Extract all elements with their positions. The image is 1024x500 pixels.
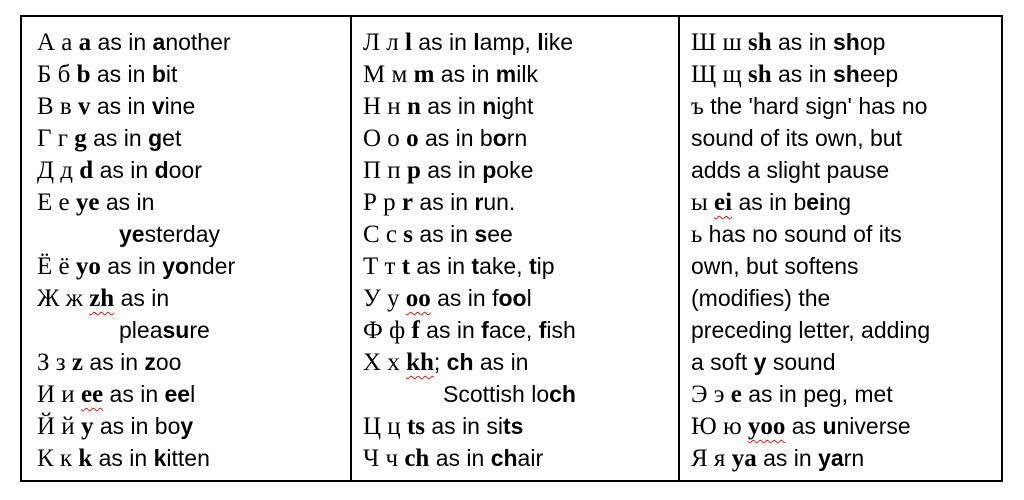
transliteration: z — [71, 349, 84, 376]
example-text: ng — [825, 189, 852, 215]
example-text: oor — [168, 157, 202, 183]
cyrillic-letter: К к — [37, 445, 79, 472]
letter-line — [691, 346, 1001, 378]
letter-line — [691, 154, 1001, 186]
cyrillic-letter: Я я — [691, 445, 732, 472]
example-text: l — [537, 29, 544, 55]
column-2 — [350, 17, 678, 480]
example-text: as in — [100, 253, 163, 279]
example-text: as in bo — [93, 413, 181, 439]
example-text: n — [482, 93, 497, 119]
example-text: as in — [410, 253, 472, 279]
example-text: sound of its own, but — [691, 125, 902, 151]
example-text: d — [154, 157, 169, 183]
example-text: u — [822, 413, 837, 439]
example-text: k — [153, 445, 167, 471]
cyrillic-letter: Р р — [363, 189, 402, 216]
letter-line — [691, 442, 1001, 474]
letter-line — [363, 26, 678, 58]
transliteration: m — [413, 61, 435, 88]
cyrillic-letter: ь — [691, 221, 709, 248]
transliteration: p — [406, 157, 421, 184]
transliteration: yoo — [747, 413, 786, 440]
example-text: m — [495, 61, 517, 87]
example-text: as in — [411, 29, 474, 55]
example-text: y — [753, 349, 767, 375]
example-text: as in f — [430, 285, 499, 311]
example-text: as in — [103, 381, 165, 407]
letter-line — [37, 442, 350, 474]
cyrillic-letter: Е е — [37, 189, 76, 216]
example-text: p — [482, 157, 497, 183]
example-text: as in — [434, 61, 496, 87]
transliteration: ee — [80, 381, 104, 408]
example-text: air — [517, 445, 544, 471]
example-text: as in — [473, 349, 529, 375]
cyrillic-letter: Ю ю — [691, 413, 748, 440]
example-text: as in — [86, 125, 149, 151]
letter-line — [37, 122, 350, 154]
letter-line — [691, 314, 1001, 346]
letter-line — [363, 122, 678, 154]
example-text: oke — [496, 157, 534, 183]
cyrillic-letter: С с — [363, 221, 404, 248]
letter-line — [363, 410, 678, 442]
cyrillic-letter: О о — [363, 125, 407, 152]
cyrillic-letter: Д д — [37, 157, 80, 184]
example-text: o — [492, 125, 507, 151]
example-text: ts — [502, 413, 524, 439]
example-text: v — [151, 93, 165, 119]
cyrillic-letter: Х х — [363, 349, 407, 376]
example-text: (modifies) the — [691, 285, 831, 311]
example-text: ike — [543, 29, 573, 55]
example-text: yo — [162, 253, 190, 279]
transliteration: y — [80, 413, 94, 440]
example-text: s — [474, 221, 488, 247]
example-text: own, but softens — [691, 253, 859, 279]
example-text: l — [526, 285, 532, 311]
example-text: z — [144, 349, 156, 375]
example-text: as in — [90, 61, 152, 87]
example-text: sterday — [144, 221, 221, 247]
cyrillic-letter: У у — [363, 285, 406, 312]
example-text: as in — [92, 445, 154, 471]
example-text: as in — [93, 157, 155, 183]
transliteration: t — [401, 253, 411, 280]
cyrillic-letter: Ё ё — [37, 253, 76, 280]
example-text: it — [165, 61, 178, 87]
example-text: ye — [119, 221, 145, 247]
example-text: itten — [166, 445, 210, 471]
example-text: as in — [420, 157, 483, 183]
example-text: as in — [413, 189, 475, 215]
example-text: rn — [843, 445, 865, 471]
example-text: ch — [549, 381, 576, 407]
transliteration: s — [403, 221, 414, 248]
example-text: r — [474, 189, 484, 215]
example-text: as in — [90, 93, 152, 119]
letter-line — [363, 90, 678, 122]
example-text: ight — [496, 93, 534, 119]
letter-line — [691, 26, 1001, 58]
letter-line — [37, 26, 350, 58]
example-text: as in — [771, 61, 833, 87]
cyrillic-letter: Ш ш — [691, 29, 748, 56]
example-text: et — [162, 125, 182, 151]
cyrillic-letter: М м — [363, 61, 414, 88]
letter-line — [691, 378, 1001, 410]
transliteration: l — [404, 29, 412, 56]
letter-line — [37, 410, 350, 442]
example-text: ish — [546, 317, 576, 343]
example-text: as in — [114, 285, 170, 311]
example-text: Scottish lo — [443, 381, 550, 407]
cyrillic-letter: Ж ж — [37, 285, 90, 312]
example-text: plea — [119, 317, 163, 343]
letter-line — [691, 122, 1001, 154]
cyrillic-letter: Щ щ — [691, 61, 748, 88]
example-text: amp, — [479, 29, 538, 55]
transliteration: yo — [75, 253, 101, 280]
example-text: g — [148, 125, 163, 151]
example-text: rn — [506, 125, 528, 151]
letter-line — [37, 346, 350, 378]
letter-line — [363, 282, 678, 314]
example-text: as in — [419, 317, 482, 343]
letter-line — [363, 314, 678, 346]
example-text: ake, — [479, 253, 529, 279]
transliteration: v — [77, 93, 91, 120]
transliteration: e — [730, 381, 742, 408]
letter-line — [37, 314, 350, 346]
letter-line — [691, 186, 1001, 218]
example-text: as in b — [732, 189, 807, 215]
alphabet-table — [20, 15, 1003, 482]
example-text: un. — [483, 189, 516, 215]
transliteration: sh — [747, 61, 772, 88]
example-text: y — [180, 413, 194, 439]
example-text: as — [785, 413, 823, 439]
example-text: ei — [806, 189, 826, 215]
example-text: sh — [833, 29, 860, 55]
letter-line — [691, 218, 1001, 250]
cyrillic-letter: В в — [37, 93, 78, 120]
example-text: ee — [164, 381, 191, 407]
cyrillic-letter: Ц ц — [363, 413, 407, 440]
letter-line — [691, 410, 1001, 442]
cyrillic-letter: Э э — [691, 381, 731, 408]
transliteration: ts — [406, 413, 425, 440]
example-text: as in — [429, 445, 491, 471]
transliteration: ch — [404, 445, 430, 472]
transliteration: b — [76, 61, 91, 88]
example-text: t — [471, 253, 480, 279]
cyrillic-letter: Й й — [37, 413, 81, 440]
example-text: oo — [155, 349, 182, 375]
column-1 — [22, 17, 350, 480]
transliteration: zh — [89, 285, 115, 312]
example-text: ; — [433, 349, 447, 375]
example-text: re — [189, 317, 210, 343]
example-text: l — [473, 29, 480, 55]
example-text: as in si — [425, 413, 503, 439]
example-text: sound — [766, 349, 836, 375]
transliteration: o — [406, 125, 419, 152]
letter-line — [37, 90, 350, 122]
example-text: a soft — [691, 349, 754, 375]
letter-line — [363, 250, 678, 282]
example-text: f — [481, 317, 489, 343]
example-text: oo — [498, 285, 527, 311]
example-text: as in b — [418, 125, 493, 151]
letter-line — [37, 250, 350, 282]
letter-line — [37, 58, 350, 90]
example-text: nother — [165, 29, 231, 55]
cyrillic-letter: Ф ф — [363, 317, 412, 344]
transliteration: ei — [714, 189, 733, 216]
transliteration: oo — [405, 285, 431, 312]
cyrillic-letter: Т т — [363, 253, 402, 280]
letter-line — [363, 218, 678, 250]
example-text: the 'hard sign' has no — [710, 93, 928, 119]
cyrillic-letter: З з — [37, 349, 72, 376]
transliteration: k — [78, 445, 93, 472]
cyrillic-letter: ъ — [691, 93, 711, 120]
letter-line — [363, 442, 678, 474]
letter-line — [37, 154, 350, 186]
example-text: sh — [833, 61, 860, 87]
transliteration: n — [406, 93, 421, 120]
cyrillic-letter: ы — [691, 189, 715, 216]
example-text: ace, — [488, 317, 539, 343]
letter-line — [363, 58, 678, 90]
cyrillic-letter: Ч ч — [363, 445, 405, 472]
example-text: as in peg, met — [741, 381, 893, 407]
transliteration: f — [411, 317, 420, 344]
example-text: ip — [536, 253, 555, 279]
cyrillic-letter: Г г — [37, 125, 75, 152]
cyrillic-letter: А а — [37, 29, 79, 56]
example-text: ine — [164, 93, 196, 119]
transliteration: a — [78, 29, 92, 56]
letter-line — [37, 282, 350, 314]
cyrillic-letter: Б б — [37, 61, 77, 88]
example-text: eep — [859, 61, 899, 87]
transliteration: g — [74, 125, 87, 152]
example-text: as in — [771, 29, 833, 55]
example-text: ya — [818, 445, 844, 471]
example-text: l — [190, 381, 196, 407]
example-text: f — [538, 317, 547, 343]
letter-line — [363, 346, 678, 378]
letter-line — [363, 378, 678, 410]
example-text: as in — [91, 29, 153, 55]
example-text: as in — [413, 221, 475, 247]
example-text: a — [152, 29, 166, 55]
cyrillic-letter: Н н — [363, 93, 407, 120]
letter-line — [37, 218, 350, 250]
example-text: t — [528, 253, 537, 279]
letter-line — [691, 90, 1001, 122]
transliteration: sh — [747, 29, 772, 56]
letter-line — [691, 282, 1001, 314]
example-text: as in — [756, 445, 819, 471]
example-text: has no sound of its — [708, 221, 902, 247]
cyrillic-letter: П п — [363, 157, 407, 184]
transliteration: ye — [75, 189, 100, 216]
example-text: op — [859, 29, 886, 55]
example-text: adds a slight pause — [691, 157, 890, 183]
example-text: preceding letter, adding — [691, 317, 931, 343]
example-text: as in — [420, 93, 483, 119]
letter-line — [363, 154, 678, 186]
letter-line — [691, 250, 1001, 282]
letter-line — [363, 186, 678, 218]
transliteration: d — [79, 157, 94, 184]
letter-line — [37, 378, 350, 410]
transliteration: kh — [406, 349, 434, 376]
example-text: as in — [99, 189, 155, 215]
example-text: ch — [490, 445, 518, 471]
column-3 — [678, 17, 1001, 480]
transliteration: ya — [731, 445, 757, 472]
example-text: ee — [487, 221, 513, 247]
example-text: ilk — [516, 61, 538, 87]
example-text: b — [151, 61, 166, 87]
example-text: as in — [83, 349, 145, 375]
example-text: su — [162, 317, 190, 343]
cyrillic-letter: Л л — [363, 29, 405, 56]
cyrillic-letter: И и — [37, 381, 81, 408]
example-text: niverse — [836, 413, 911, 439]
example-text: nder — [189, 253, 236, 279]
example-text: ch — [446, 349, 474, 375]
letter-line — [37, 186, 350, 218]
transliteration: r — [401, 189, 414, 216]
letter-line — [691, 58, 1001, 90]
